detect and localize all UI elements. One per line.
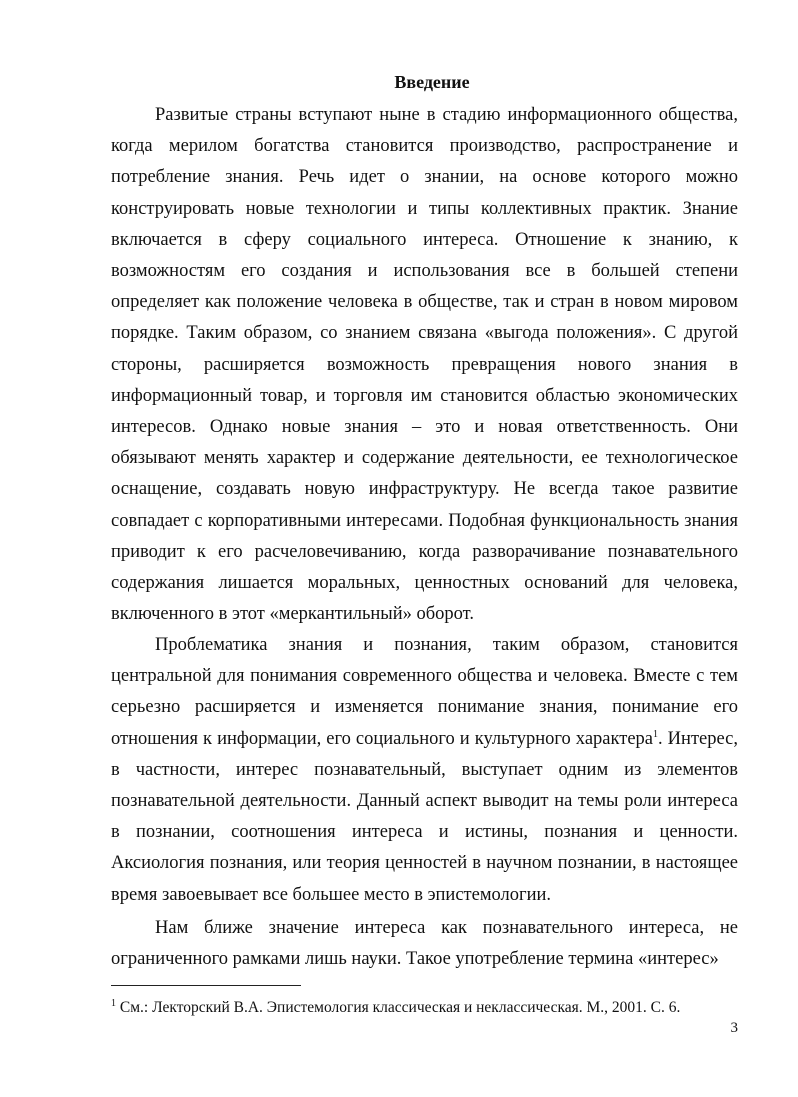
- footnote-text: См.: Лекторский В.А. Эпистемология классическая и неклассическая. М., 2001. С. 6.: [116, 999, 681, 1016]
- paragraph-2-text-after-ref: . Интерес, в частности, интерес познавательный, выступает одним из элементов познавательной деятельности. Данный аспект выводит на темы роли интереса в познании, соотношения интереса и истины, познания и ценности. Аксиология познания, или теория ценностей в научном познании, в настоящее время завоевывает все большее место в эпистемологии.: [111, 728, 738, 905]
- paragraph-3: Нам ближе значение интереса как познавательного интереса, не ограниченного рамками лишь науки. Такое употребление термина «интерес»: [111, 918, 738, 970]
- footnote-marker: 1: [111, 997, 116, 1009]
- footnote-divider: [111, 985, 301, 986]
- paragraph-2: [111, 630, 738, 911]
- section-title: Введение: [394, 72, 470, 92]
- footnote: [111, 997, 751, 1019]
- page-number: 3: [730, 1020, 738, 1036]
- footnote-reference: 1: [653, 728, 658, 740]
- paragraph-2-text-before-ref: Проблематика знания и познания, таким образом, становится центральной для понимания современного общества и человека. Вместе с тем серьезно расширяется и изменяется понимание знания, понимание его отношения к информации, его социального и культурного характера: [111, 635, 738, 749]
- paragraph-1: Развитые страны вступают ныне в стадию информационного общества, когда мерилом богатства становится производство, распространение и потребление знания. Речь идет о знании, на основе которого можно конструировать новые технологии и типы коллективных практик. Знание включается в сферу социального интереса. Отношение к знанию, к возможностям его создания и использования все в большей степени определяет как положение человека в обществе, так и стран в новом мировом порядке. Таким образом, со знанием связана «выгода положения». С другой стороны, расширяется возможность превращения нового знания в информационный товар, и торговля им становится областью экономических интересов. Однако новые знания – это и новая ответственность. Они обязывают менять характер и содержание деятельности, ее технологическое оснащение, создавать новую инфраструктуру. Не всегда такое развитие совпадает с корпоративными интересами. Подобная функциональность знания приводит к его расчеловечиванию, когда разворачивание познавательного содержания лишается моральных, ценностных оснований для человека, включенного в этот «меркантильный» оборот.: [111, 105, 738, 625]
